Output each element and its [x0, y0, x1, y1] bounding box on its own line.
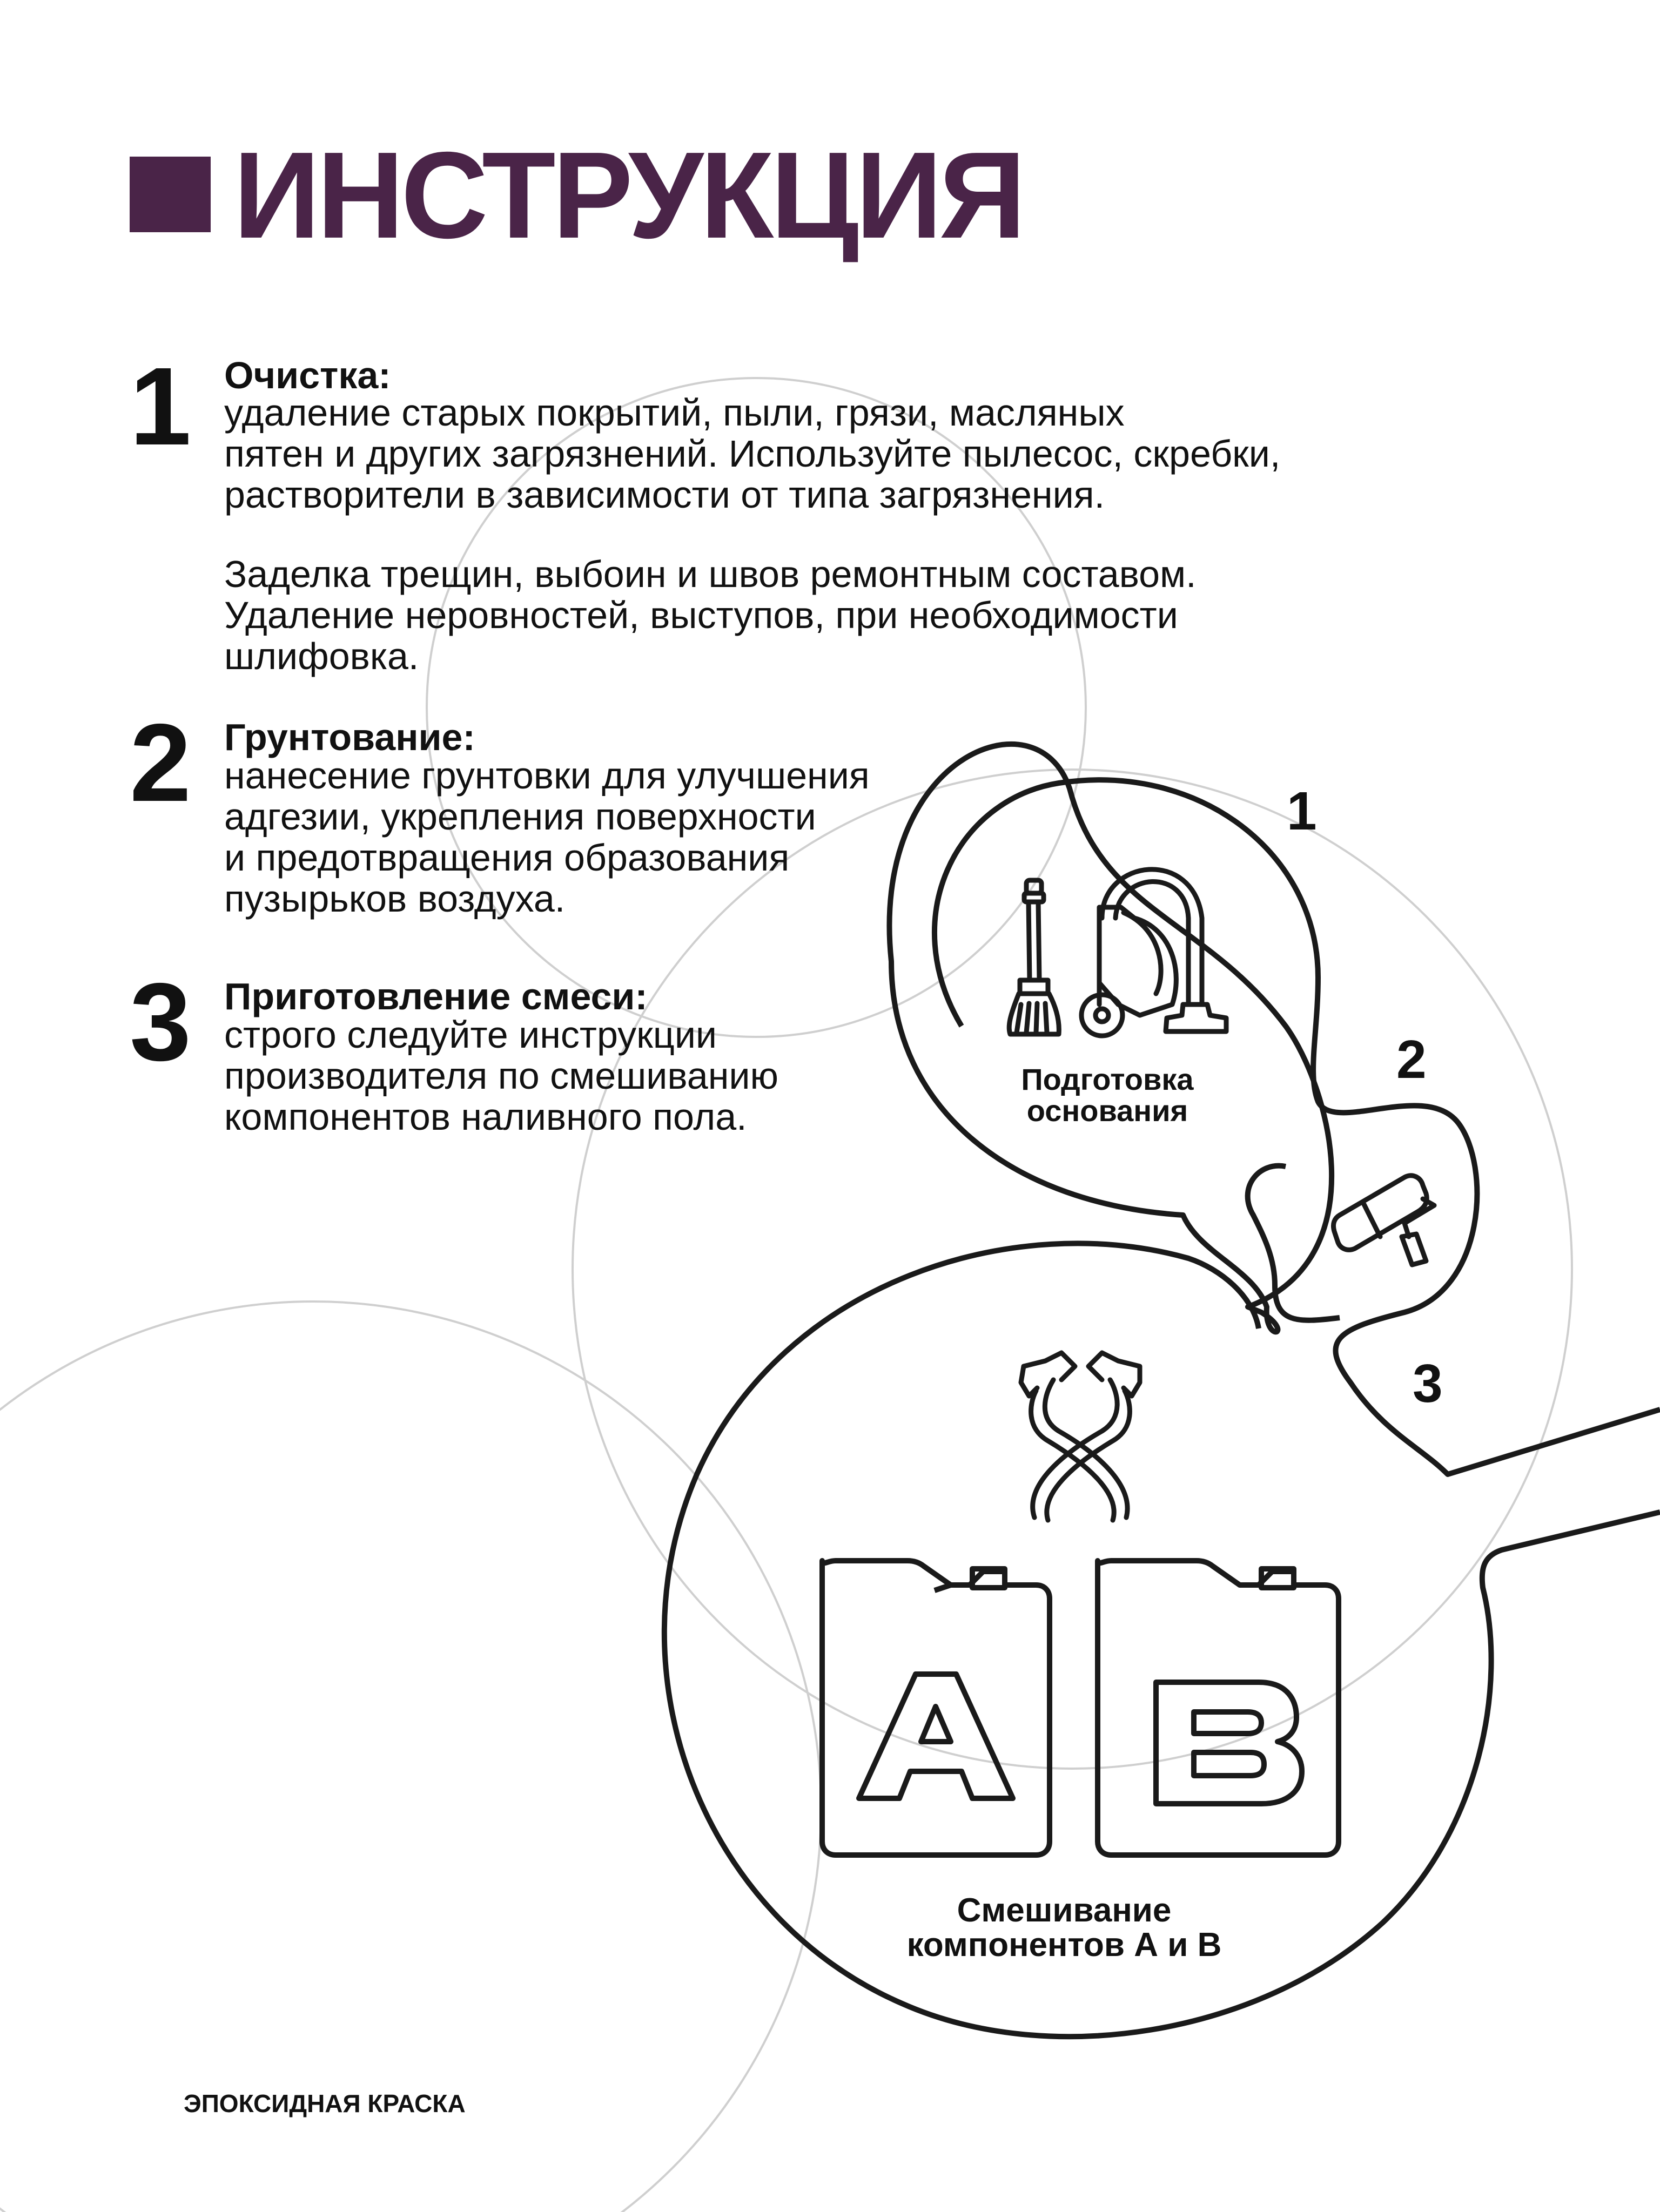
step-1-extra-line: Заделка трещин, выбоин и швов ремонтным составом.	[224, 553, 1197, 595]
page-title: ИНСТРУКЦИЯ	[233, 127, 1023, 264]
step-3-line: строго следуйте инструкции	[224, 1014, 717, 1056]
canister-a-icon	[822, 1561, 1050, 1855]
step-2-line: и предотвращения образования	[224, 837, 790, 879]
step-1-extra-line: шлифовка.	[224, 635, 419, 677]
step-3-line: компонентов наливного пола.	[224, 1096, 747, 1138]
step-1-line: пятен и других загрязнений. Используйте пылесос, скребки,	[224, 433, 1281, 475]
step-2-line: пузырьков воздуха.	[224, 878, 566, 920]
step-1-text	[224, 392, 1280, 515]
step-1-heading: Очистка:	[224, 354, 391, 396]
canister-b-icon	[1098, 1561, 1339, 1855]
step-3-heading: Приготовление смеси:	[224, 975, 648, 1017]
surface-prep-label-line: основания	[1026, 1094, 1188, 1128]
step-1-number: 1	[130, 345, 192, 468]
surface-prep-label-line: Подготовка	[1021, 1062, 1194, 1096]
step-2-line: адгезии, укрепления поверхности	[224, 795, 816, 838]
surface-prep-label	[999, 1064, 1215, 1127]
paint-roller-icon	[1333, 1176, 1434, 1265]
step-2-heading: Грунтование:	[224, 716, 475, 758]
mixing-label-line: Смешивание	[957, 1892, 1172, 1929]
mixing-label	[875, 1893, 1253, 1963]
mixing-label-line: компонентов А и В	[906, 1926, 1222, 1964]
diagram-number-1: 1	[1287, 781, 1317, 841]
step-3-text	[224, 1014, 778, 1137]
mixing-arrows-icon	[1021, 1353, 1140, 1520]
step-3-line: производителя по смешиванию	[224, 1055, 778, 1097]
step-1-extra-text	[224, 554, 1197, 677]
vacuum-cleaner-icon	[1081, 869, 1226, 1036]
broom-icon	[1009, 880, 1059, 1034]
diagram-number-2: 2	[1396, 1029, 1427, 1090]
step-1-line: удаление старых покрытий, пыли, грязи, масляных	[224, 392, 1125, 434]
step-1-extra-line: Удаление неровностей, выступов, при необходимости	[224, 594, 1178, 636]
step-2-text	[224, 755, 870, 919]
footer-product-name: ЭПОКСИДНАЯ КРАСКА	[184, 2089, 466, 2117]
step-2-line: нанесение грунтовки для улучшения	[224, 754, 870, 797]
step-1-line: растворители в зависимости от типа загрязнения.	[224, 474, 1105, 516]
diagram-number-3: 3	[1413, 1353, 1443, 1414]
title-square-marker	[130, 157, 211, 232]
step-3-number: 3	[130, 960, 192, 1084]
step-2-number: 2	[130, 701, 192, 825]
